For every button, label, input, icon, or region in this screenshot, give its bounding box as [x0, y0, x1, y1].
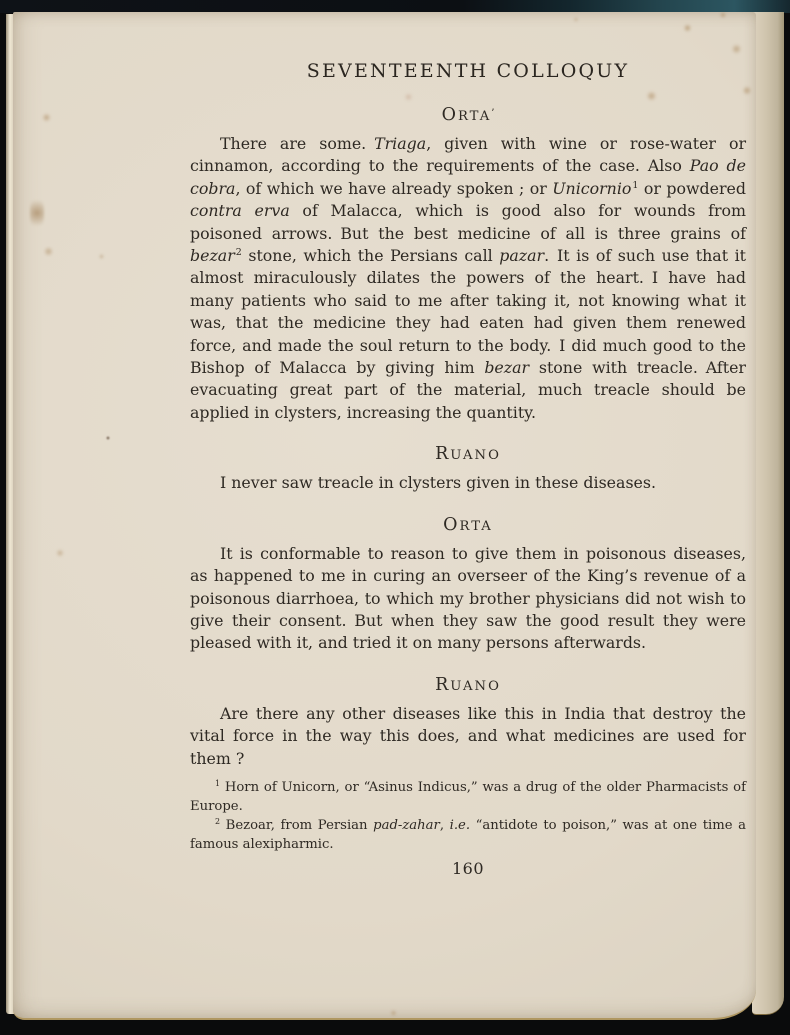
speaker-heading-orta — [190, 105, 746, 126]
footnotes — [190, 778, 746, 854]
dialogue-section — [190, 445, 746, 494]
speaker-heading-ruano — [190, 445, 746, 465]
speaker-heading-ruano — [190, 676, 746, 696]
dialogue-paragraph: There are some. Triaga, given with wine or rose-water or cinnamon, according to the requirements of the case. Also Pao de cobra, of which we have already spoken ; or Unicornio$^1$ or powdered contra erva of Malacca, which is good also for wounds from poisoned arrows. But the best medicine of all is three grains of bezar$^2$ stone, which the Persians call pazar. It is of such use that it almost miraculously dilates the powers of the heart. I have had many patients who said to me after taking it, not knowing what it was, that the medicine they had eaten had given them renewed force, and made the soul return to the body. I did much good to the Bishop of Malacca by giving him bezar stone with treacle. After evacuating great part of the material, much treacle should be applied in clysters, increasing the quantity. — [190, 134, 747, 422]
dialogue-section — [190, 676, 746, 770]
dialogue-paragraph: It is conformable to reason to give them in poisonous diseases, as happened to me in curing an overseer of the King’s revenue of a poisonous diarrhoea, to which my brother physicians did not wish to give their consent. But when they saw the good result they were pleased with it, and tried it on many persons afterwards. — [190, 543, 746, 653]
book-page — [13, 12, 756, 1020]
footnote-2: $^2$ Bezoar, from Persian pad-zahar, i.e. “antidote to poison,” was at one time a famous alexipharmic. — [190, 816, 746, 852]
dialogue-paragraph: Are there any other diseases like this in India that destroy the vital force in the way this does, and what medicines are used for them ? — [190, 703, 746, 768]
footnote-1: $^1$ Horn of Unicorn, or “Asinus Indicus,” was a drug of the older Pharmacists of Europe. — [190, 778, 746, 814]
speaker-name: RUANO — [435, 444, 501, 465]
dialogue-paragraph: I never saw treacle in clysters given in these diseases. — [220, 473, 657, 493]
colloquy-title: SEVENTEENTH COLLOQUY — [306, 60, 630, 82]
speaker-name: ORTA — [441, 105, 492, 125]
page-stack-edge-right — [752, 12, 784, 1015]
speaker-name: RUANO — [435, 674, 501, 695]
speaker-heading-orta — [190, 516, 746, 536]
speaker-heading-mark: ’ — [491, 108, 495, 119]
text-block — [190, 12, 746, 880]
dialogue-section — [190, 105, 746, 424]
page-number: 160 — [451, 858, 485, 878]
speaker-name: ORTA — [443, 514, 493, 535]
dialogue-section — [190, 516, 746, 655]
